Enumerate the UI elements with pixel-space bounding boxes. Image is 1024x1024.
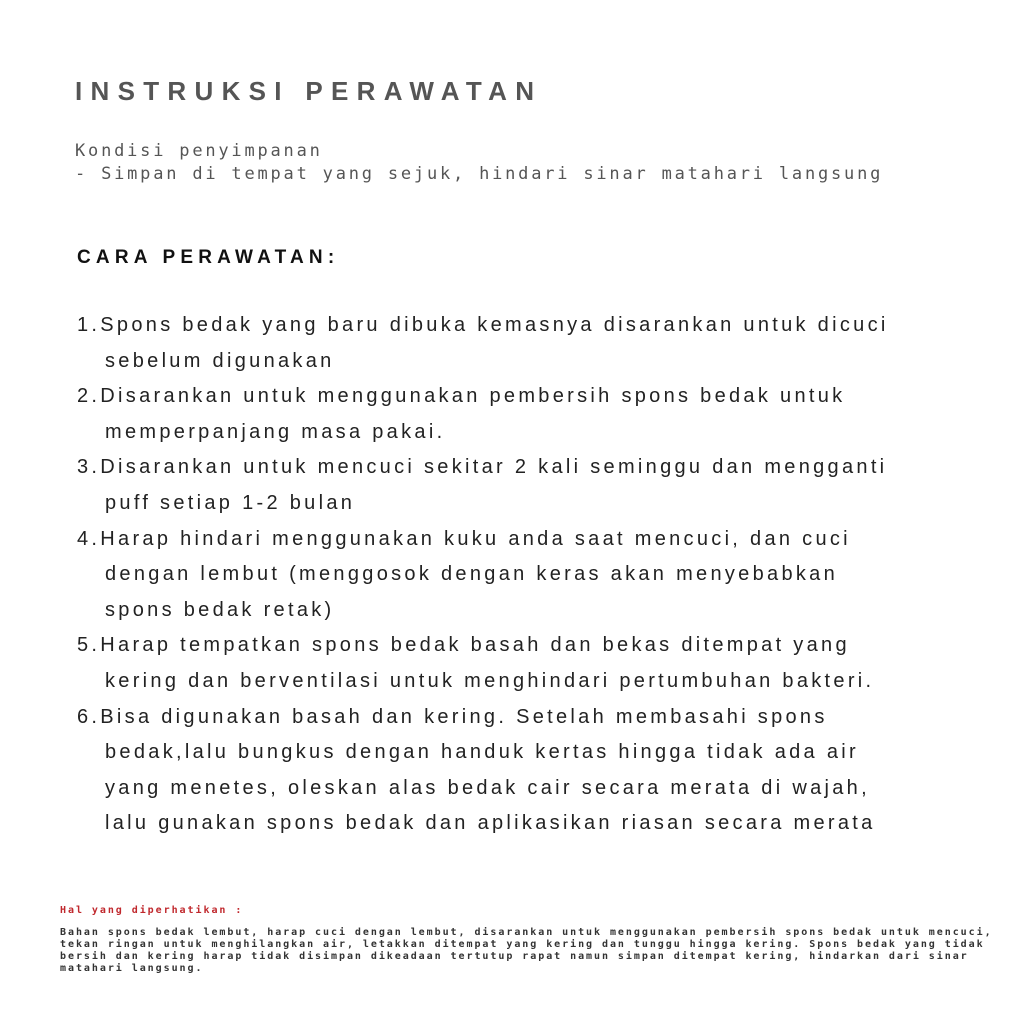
care-item-3-line-2: puff setiap 1-2 bulan (105, 491, 356, 514)
care-item-6-line-1: 6.Bisa digunakan basah dan kering. Setelah membasahi spons (77, 705, 828, 728)
care-item-1-line-2: sebelum digunakan (105, 349, 335, 372)
care-heading: CARA PERAWATAN: (77, 247, 340, 268)
note-line: bersih dan kering harap tidak disimpan dikeadaan tertutup rapat namun simpan ditempat kering, hindarkan dari sinar (60, 951, 969, 962)
care-item-2-line-1: 2.Disarankan untuk menggunakan pembersih spons bedak untuk (77, 385, 846, 408)
note-section (60, 905, 993, 975)
note-heading: Hal yang diperhatikan : (60, 905, 244, 916)
care-item-6-line-4: lalu gunakan spons bedak dan aplikasikan riasan secara merata (105, 812, 876, 835)
care-item-2-line-2: memperpanjang masa pakai. (105, 420, 446, 443)
care-item-5-line-1: 5.Harap tempatkan spons bedak basah dan bekas ditempat yang (77, 634, 850, 657)
care-item-6-line-3: yang menetes, oleskan alas bedak cair secara merata di wajah, (105, 776, 870, 799)
care-item-6-line-2: bedak,lalu bungkus dengan handuk kertas hingga tidak ada air (105, 741, 859, 764)
note-line: Bahan spons bedak lembut, harap cuci dengan lembut, disarankan untuk menggunakan pembersih spons bedak untuk mencuci, (60, 927, 993, 938)
care-item-1-line-1: 1.Spons bedak yang baru dibuka kemasnya disarankan untuk dicuci (77, 314, 889, 336)
page-title: INSTRUKSI PERAWATAN (75, 76, 543, 106)
note-line: matahari langsung. (60, 963, 204, 974)
care-item-4-line-3: spons bedak retak) (105, 598, 335, 621)
care-item-4-line-1: 4.Harap hindari menggunakan kuku anda saat mencuci, dan cuci (77, 527, 851, 550)
care-item-3-line-1: 3.Disarankan untuk mencuci sekitar 2 kali seminggu dan mengganti (77, 456, 888, 479)
storage-section (75, 140, 883, 186)
care-list (77, 308, 889, 842)
storage-heading: Kondisi penyimpanan (75, 141, 323, 161)
care-item-4-line-2: dengan lembut (menggosok dengan keras akan menyebabkan (105, 563, 839, 586)
storage-line: - Simpan di tempat yang sejuk, hindari sinar matahari langsung (75, 164, 884, 184)
care-item-5-line-2: kering dan berventilasi untuk menghindari pertumbuhan bakteri. (105, 669, 875, 692)
note-line: tekan ringan untuk menghilangkan air, letakkan ditempat yang kering dan tunggu hingga kering. Spons bedak yang tidak (60, 939, 985, 950)
